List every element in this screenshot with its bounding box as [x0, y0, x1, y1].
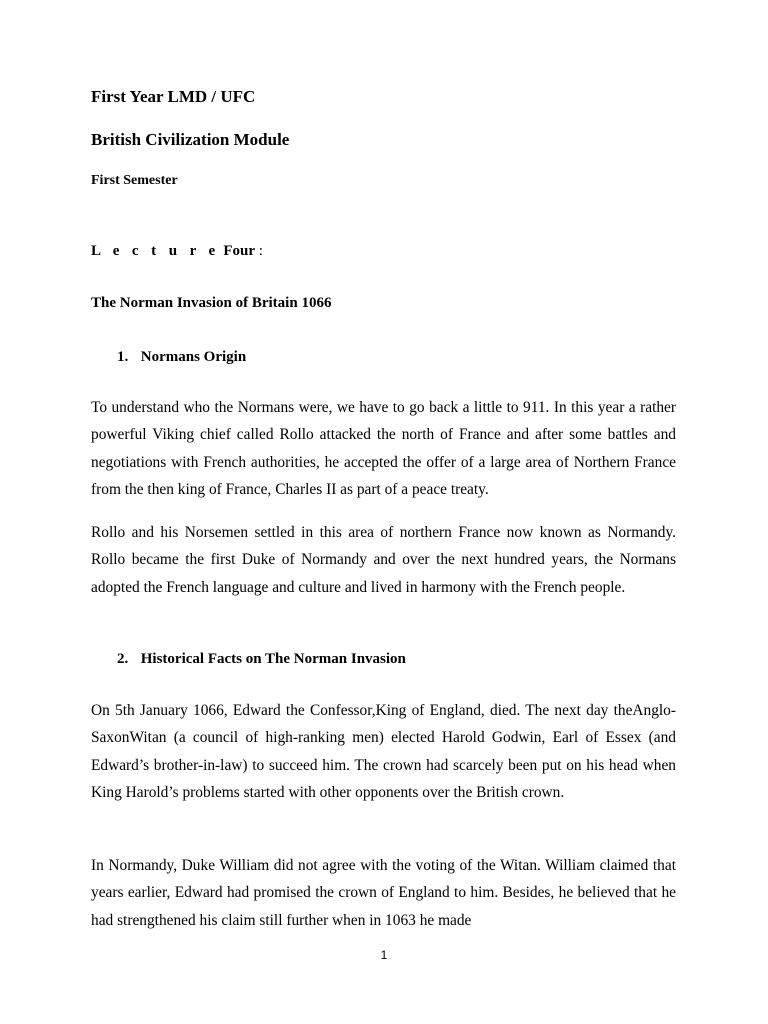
- section-title: Normans Origin: [140, 349, 247, 365]
- paragraph: In Normandy, Duke William did not agree with the voting of the Witan. William claimed that years earlier, Edward had promised the crown of England to him. Besides, he believed that he had strengthened his claim still further when in 1063 he made: [91, 857, 676, 929]
- paragraph: Rollo and his Norsemen settled in this area of northern France now known as Normandy. Rollo became the first Duke of Normandy and over the next hundred years, the Normans adopted the French language and culture and lived in harmony with the French people.: [91, 524, 676, 596]
- paragraph: To understand who the Normans were, we have to go back a little to 911. In this year a rather powerful Viking chief called Rollo attacked the north of France and after some battles and negotiations with French authorities, he accepted the offer of a large area of Northern France from the then king of France, Charles II as part of a peace treaty.: [91, 399, 676, 498]
- lecture-label: L e c t u r e: [91, 243, 220, 259]
- semester-heading: First Semester: [91, 173, 178, 188]
- section-number: 1.: [117, 349, 129, 365]
- page-number: 1: [380, 948, 388, 962]
- section-heading: [117, 650, 406, 668]
- paragraph: On 5th January 1066, Edward the Confessor,King of England, died. The next day theAnglo-SaxonWitan (a council of high-ranking men) elected Harold Godwin, Earl of Essex (and Edward’s brother-in-law) to succeed him. The crown had scarcely been put on his head when King Harold’s problems started with other opponents over the British crown.: [91, 702, 676, 801]
- section-heading: [117, 348, 246, 366]
- lecture-title: The Norman Invasion of Britain 1066: [91, 295, 332, 311]
- course-heading: First Year LMD / UFC: [91, 87, 256, 106]
- lecture-number: Four: [223, 243, 255, 259]
- section-number: 2.: [117, 651, 129, 667]
- lecture-line: [91, 242, 263, 260]
- section-title: Historical Facts on The Norman Invasion: [140, 651, 406, 667]
- lecture-colon: :: [255, 243, 263, 259]
- module-heading: British Civilization Module: [91, 130, 290, 149]
